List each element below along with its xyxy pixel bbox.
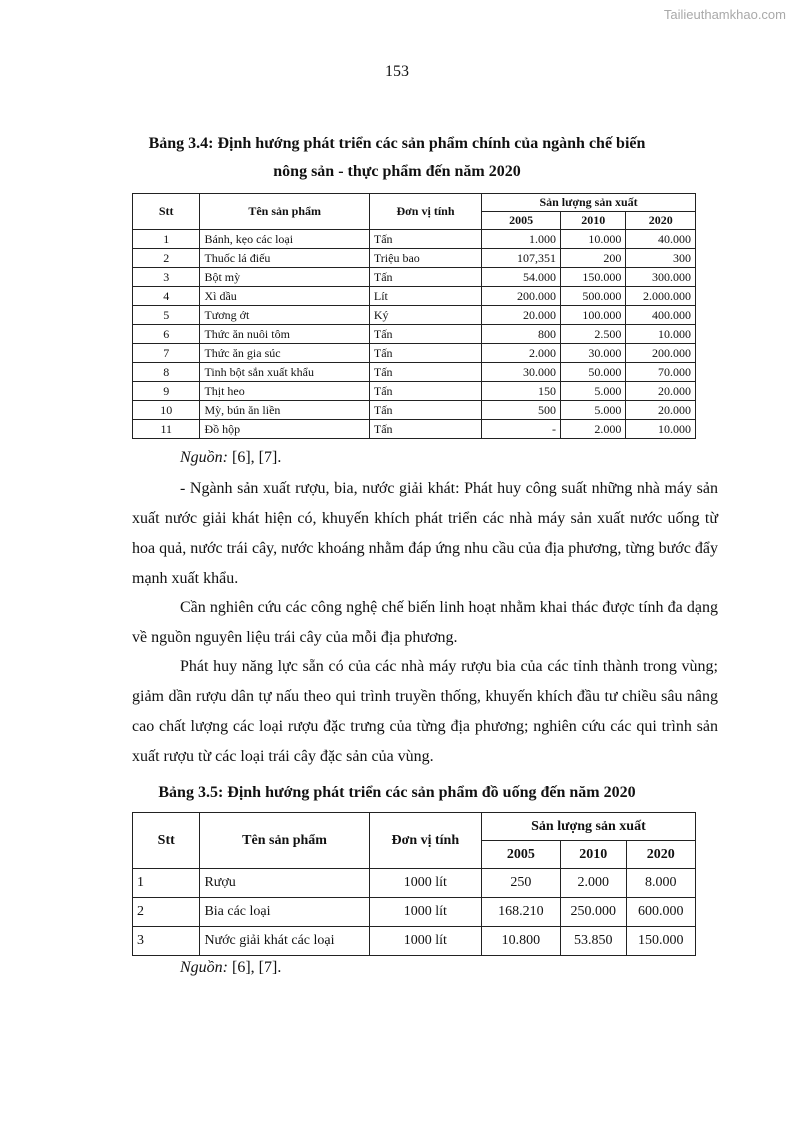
cell-unit: Tấn <box>369 268 481 287</box>
cell-product-name: Bia các loại <box>200 898 369 927</box>
cell-2020: 2.000.000 <box>626 287 696 306</box>
table-row <box>133 420 696 439</box>
cell-unit: Tấn <box>369 363 481 382</box>
cell-unit: 1000 lít <box>369 927 481 956</box>
table-row <box>133 898 696 927</box>
table2-caption: Bảng 3.5: Định hướng phát triển các sản phẩm đồ uống đến năm 2020 <box>158 784 636 801</box>
cell-product-name: Tương ớt <box>200 306 369 325</box>
cell-2010: 2.000 <box>561 420 626 439</box>
table1-caption-line1: Bảng 3.4: Định hướng phát triển các sản phẩm chính của ngành chế biến <box>148 135 646 152</box>
cell-2020: 400.000 <box>626 306 696 325</box>
cell-2005: 10.800 <box>481 927 560 956</box>
cell-product-name: Nước giải khát các loại <box>200 927 369 956</box>
header-product-name: Tên sản phẩm <box>200 194 369 230</box>
cell-unit: Ký <box>369 306 481 325</box>
cell-2005: 20.000 <box>482 306 561 325</box>
cell-2020: 300 <box>626 249 696 268</box>
cell-product-name: Mỳ, bún ăn liền <box>200 401 369 420</box>
cell-2005: 107,351 <box>482 249 561 268</box>
cell-stt: 1 <box>133 230 200 249</box>
table-row <box>133 306 696 325</box>
paragraph-3: Phát huy năng lực sẵn có của các nhà máy rượu bia của các tỉnh thành trong vùng; giảm dần rượu dân tự nấu theo qui trình truyền thống, khuyến khích đầu tư chiều sâu nâng cao chất lượng các loại rượu đặc trưng của từng địa phương; nghiên cứu các qui trình sản xuất rượu từ các loại trái cây đặc sản của vùng. <box>132 658 718 765</box>
cell-stt: 1 <box>133 869 200 898</box>
paragraph-2: Cần nghiên cứu các công nghệ chế biến linh hoạt nhằm khai thác được tính đa dạng về nguồn nguyên liệu trái cây của mỗi địa phương. <box>132 599 718 646</box>
cell-2010: 500.000 <box>561 287 626 306</box>
cell-2010: 5.000 <box>561 382 626 401</box>
table-3-4 <box>132 193 696 439</box>
table1-caption-line2: nông sản - thực phẩm đến năm 2020 <box>273 163 521 180</box>
cell-2005: 800 <box>482 325 561 344</box>
cell-2010: 5.000 <box>561 401 626 420</box>
cell-product-name: Thức ăn gia súc <box>200 344 369 363</box>
table-row <box>133 268 696 287</box>
cell-product-name: Thức ăn nuôi tôm <box>200 325 369 344</box>
cell-2010: 2.500 <box>561 325 626 344</box>
cell-product-name: Bánh, kẹo các loại <box>200 230 369 249</box>
source-refs: [6], [7]. <box>228 449 282 466</box>
cell-stt: 10 <box>133 401 200 420</box>
cell-unit: Triệu bao <box>369 249 481 268</box>
cell-2010: 100.000 <box>561 306 626 325</box>
cell-unit: 1000 lít <box>369 869 481 898</box>
table-row <box>133 382 696 401</box>
cell-2020: 8.000 <box>626 869 695 898</box>
cell-2020: 150.000 <box>626 927 695 956</box>
table2-source <box>180 959 281 977</box>
cell-unit: 1000 lít <box>369 898 481 927</box>
cell-2020: 10.000 <box>626 420 696 439</box>
header-year-2010: 2010 <box>560 841 626 869</box>
source-refs: [6], [7]. <box>228 959 282 976</box>
cell-unit: Tấn <box>369 344 481 363</box>
cell-2005: 168.210 <box>481 898 560 927</box>
header-output: Sản lượng sản xuất <box>482 194 696 212</box>
cell-2020: 20.000 <box>626 401 696 420</box>
cell-2020: 200.000 <box>626 344 696 363</box>
cell-stt: 2 <box>133 249 200 268</box>
cell-stt: 5 <box>133 306 200 325</box>
cell-2010: 50.000 <box>561 363 626 382</box>
cell-2020: 10.000 <box>626 325 696 344</box>
cell-stt: 4 <box>133 287 200 306</box>
header-year-2005: 2005 <box>481 841 560 869</box>
table-3-5 <box>132 812 696 956</box>
cell-2010: 250.000 <box>560 898 626 927</box>
cell-product-name: Thịt heo <box>200 382 369 401</box>
cell-2005: - <box>482 420 561 439</box>
cell-2020: 20.000 <box>626 382 696 401</box>
cell-stt: 11 <box>133 420 200 439</box>
cell-stt: 9 <box>133 382 200 401</box>
cell-product-name: Đồ hộp <box>200 420 369 439</box>
header-unit: Đơn vị tính <box>369 194 481 230</box>
table-row <box>133 287 696 306</box>
table-row <box>133 363 696 382</box>
table-row <box>133 249 696 268</box>
cell-product-name: Rượu <box>200 869 369 898</box>
cell-2010: 30.000 <box>561 344 626 363</box>
cell-stt: 6 <box>133 325 200 344</box>
cell-stt: 2 <box>133 898 200 927</box>
header-stt: Stt <box>133 813 200 869</box>
cell-2005: 30.000 <box>482 363 561 382</box>
cell-2005: 1.000 <box>482 230 561 249</box>
cell-unit: Tấn <box>369 420 481 439</box>
table-row <box>133 401 696 420</box>
cell-unit: Lít <box>369 287 481 306</box>
table-row <box>133 325 696 344</box>
source-label: Nguồn: <box>180 959 228 976</box>
cell-2005: 54.000 <box>482 268 561 287</box>
cell-2005: 500 <box>482 401 561 420</box>
cell-2010: 150.000 <box>561 268 626 287</box>
cell-2010: 53.850 <box>560 927 626 956</box>
cell-product-name: Tinh bột sắn xuất khẩu <box>200 363 369 382</box>
cell-2005: 250 <box>481 869 560 898</box>
cell-2010: 2.000 <box>560 869 626 898</box>
cell-unit: Tấn <box>369 230 481 249</box>
header-product-name: Tên sản phẩm <box>200 813 369 869</box>
cell-product-name: Xì dầu <box>200 287 369 306</box>
cell-2020: 70.000 <box>626 363 696 382</box>
watermark: Tailieuthamkhao.com <box>663 7 786 22</box>
table-row <box>133 344 696 363</box>
cell-unit: Tấn <box>369 401 481 420</box>
cell-unit: Tấn <box>369 325 481 344</box>
cell-2005: 200.000 <box>482 287 561 306</box>
cell-product-name: Bột mỳ <box>200 268 369 287</box>
header-output: Sản lượng sản xuất <box>481 813 695 841</box>
table-row <box>133 230 696 249</box>
header-unit: Đơn vị tính <box>369 813 481 869</box>
cell-stt: 3 <box>133 927 200 956</box>
cell-2010: 10.000 <box>561 230 626 249</box>
header-year-2005: 2005 <box>482 212 561 230</box>
header-year-2020: 2020 <box>626 212 696 230</box>
cell-product-name: Thuốc lá điếu <box>200 249 369 268</box>
cell-2005: 2.000 <box>482 344 561 363</box>
cell-2020: 300.000 <box>626 268 696 287</box>
header-stt: Stt <box>133 194 200 230</box>
cell-unit: Tấn <box>369 382 481 401</box>
table-row <box>133 927 696 956</box>
cell-stt: 7 <box>133 344 200 363</box>
table-row <box>133 869 696 898</box>
cell-stt: 8 <box>133 363 200 382</box>
cell-2020: 600.000 <box>626 898 695 927</box>
header-year-2020: 2020 <box>626 841 695 869</box>
cell-2020: 40.000 <box>626 230 696 249</box>
header-year-2010: 2010 <box>561 212 626 230</box>
page-number: 153 <box>385 63 409 80</box>
cell-stt: 3 <box>133 268 200 287</box>
table1-source <box>180 449 281 467</box>
source-label: Nguồn: <box>180 449 228 466</box>
cell-2005: 150 <box>482 382 561 401</box>
paragraph-1: - Ngành sản xuất rượu, bia, nước giải khát: Phát huy công suất những nhà máy sản xuất nước giải khát hiện có, khuyến khích phát triển các nhà máy sản xuất nước uống từ hoa quả, nước trái cây, nước khoáng nhằm đáp ứng nhu cầu của địa phương, từng bước đẩy mạnh xuất khẩu. <box>132 480 718 587</box>
cell-2010: 200 <box>561 249 626 268</box>
